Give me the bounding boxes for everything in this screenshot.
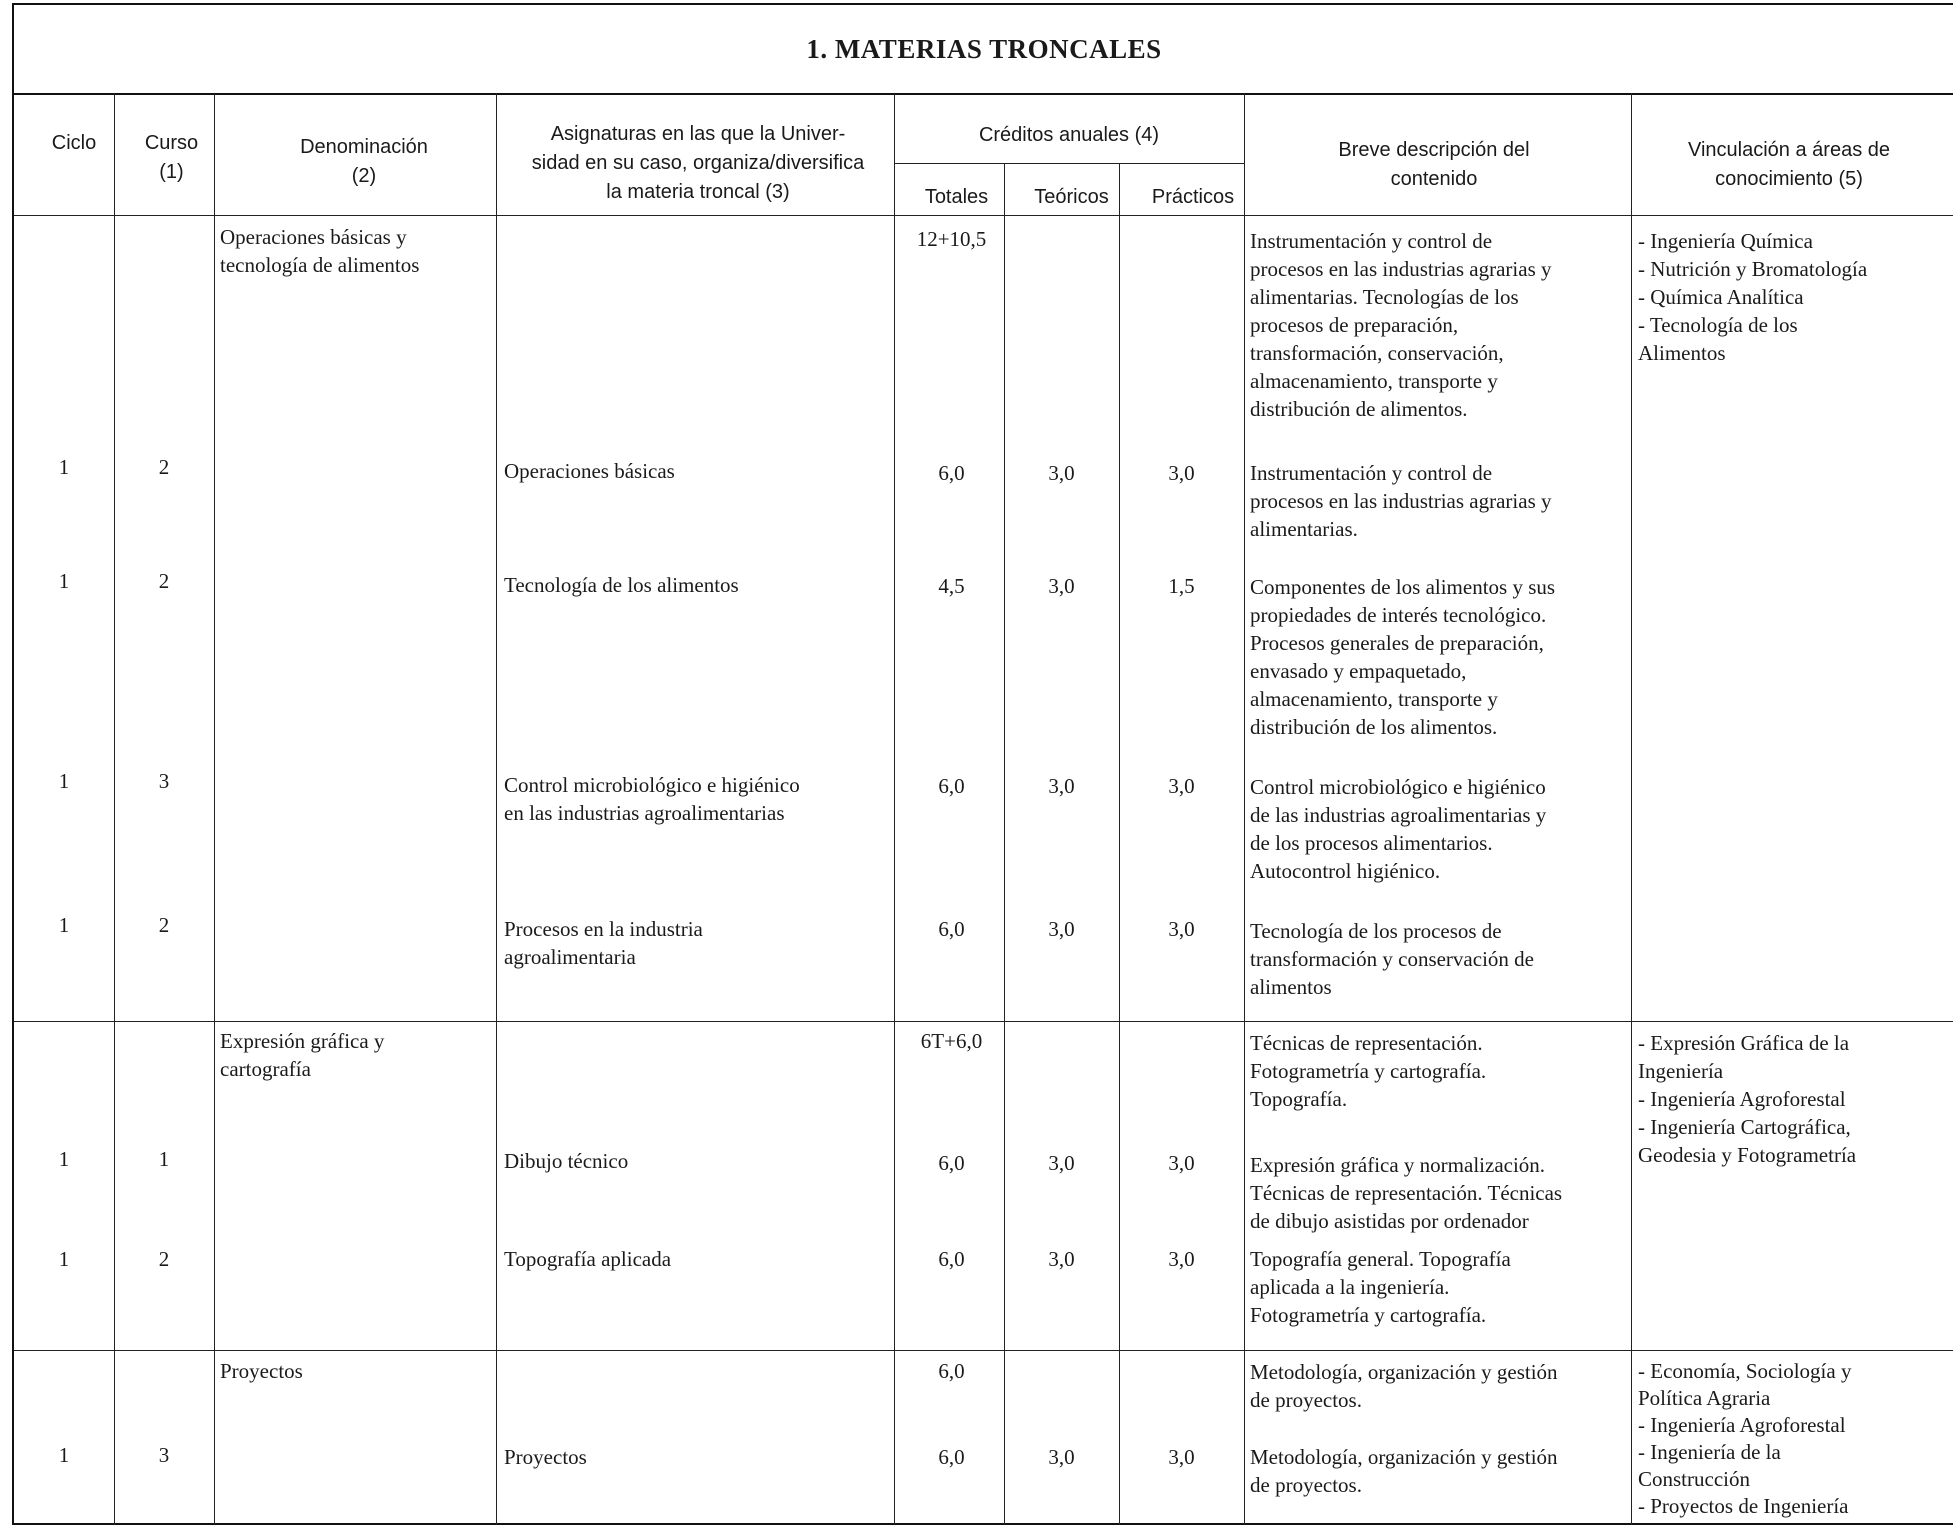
row-teoricos: 3,0 xyxy=(1048,917,1075,941)
row-descripcion: Componentes de los alimentos y sus propiedades de interés tecnológico. Procesos generales de preparación, envasado y empaquetado, almacenamiento, transporte y distribución de los alimentos. xyxy=(1250,575,1556,739)
row-asignatura: Control microbiológico e higiénico en las industrias agroalimentarias xyxy=(504,773,800,825)
group-divider-2 xyxy=(14,1350,1953,1351)
col-line-3 xyxy=(496,93,497,1525)
row-totales: 6,0 xyxy=(938,774,965,798)
row-curso: 3 xyxy=(158,769,170,793)
row-practicos: 3,0 xyxy=(1168,917,1195,941)
group-1-vinculacion: - Ingeniería Química - Nutrición y Bromatología - Química Analítica - Tecnología de los Alimentos xyxy=(1638,229,1868,365)
row-teoricos: 3,0 xyxy=(1048,774,1075,798)
group-1-descripcion: Instrumentación y control de procesos en las industrias agrarias y alimentarias. Tecnologías de los procesos de preparación, transformación, conservación, almacenamiento, transporte y distribución de alimentos. xyxy=(1250,229,1552,421)
row-ciclo: 1 xyxy=(58,1443,70,1467)
row-ciclo: 1 xyxy=(58,1247,70,1271)
group-2-denominacion: Expresión gráfica y cartografía xyxy=(220,1029,385,1081)
row-descripcion: Metodología, organización y gestión de proyectos. xyxy=(1250,1445,1558,1497)
row-asignatura: Procesos en la industria agroalimentaria xyxy=(504,917,703,969)
col-line-1 xyxy=(114,93,115,1525)
row-teoricos: 3,0 xyxy=(1048,461,1075,485)
row-practicos: 3,0 xyxy=(1168,774,1195,798)
group-divider-1 xyxy=(14,1021,1953,1022)
group-3-denominacion: Proyectos xyxy=(220,1359,303,1383)
row-totales: 6,0 xyxy=(938,1445,965,1469)
row-descripcion: Control microbiológico e higiénico de las industrias agroalimentarias y de los procesos alimentarios. Autocontrol higiénico. xyxy=(1250,775,1547,883)
row-curso: 3 xyxy=(158,1443,170,1467)
col-line-6 xyxy=(1119,163,1120,1525)
row-teoricos: 3,0 xyxy=(1048,1151,1075,1175)
header-bottom-line xyxy=(14,215,1953,216)
row-teoricos: 3,0 xyxy=(1048,1445,1075,1469)
row-practicos: 3,0 xyxy=(1168,1445,1195,1469)
header-practicos: Prácticos xyxy=(1151,186,1235,208)
row-teoricos: 3,0 xyxy=(1048,574,1075,598)
header-denominacion: Denominación (2) xyxy=(300,136,428,187)
row-totales: 6,0 xyxy=(938,1247,965,1271)
col-line-8 xyxy=(1631,93,1632,1525)
row-asignatura: Topografía aplicada xyxy=(504,1247,672,1271)
row-practicos: 1,5 xyxy=(1168,574,1195,598)
row-totales: 6,0 xyxy=(938,917,965,941)
group-2-vinculacion: - Expresión Gráfica de la Ingeniería - Ingeniería Agroforestal - Ingeniería Cartográfica, Geodesia y Fotogrametría xyxy=(1638,1031,1857,1167)
document-table xyxy=(12,3,1953,1525)
group-1-totales: 12+10,5 xyxy=(916,227,987,251)
row-curso: 2 xyxy=(158,569,170,593)
row-teoricos: 3,0 xyxy=(1048,1247,1075,1271)
row-asignatura: Dibujo técnico xyxy=(504,1149,629,1173)
header-creditos: Créditos anuales (4) xyxy=(978,124,1160,146)
row-ciclo: 1 xyxy=(58,455,70,479)
table-title: 1. MATERIAS TRONCALES xyxy=(14,5,1953,95)
row-practicos: 3,0 xyxy=(1168,461,1195,485)
row-curso: 2 xyxy=(158,913,170,937)
row-curso: 2 xyxy=(158,455,170,479)
header-totales: Totales xyxy=(924,186,989,208)
row-descripcion: Tecnología de los procesos de transformación y conservación de alimentos xyxy=(1250,919,1534,999)
group-2-totales: 6T+6,0 xyxy=(920,1029,983,1053)
header-teoricos: Teóricos xyxy=(1034,186,1109,208)
row-descripcion: Topografía general. Topografía aplicada a la ingeniería. Fotogrametría y cartografía. xyxy=(1250,1247,1511,1327)
group-3-vinculacion: - Economía, Sociología y Política Agraria - Ingeniería Agroforestal - Ingeniería de la Construcción - Proyectos de Ingeniería xyxy=(1638,1359,1852,1518)
header-descripcion: Breve descripción del contenido xyxy=(1338,139,1530,190)
row-descripcion: Instrumentación y control de procesos en las industrias agrarias y alimentarias. xyxy=(1250,461,1552,541)
group-3-totales: 6,0 xyxy=(938,1359,965,1383)
header-ciclo: Ciclo xyxy=(51,132,97,154)
row-practicos: 3,0 xyxy=(1168,1247,1195,1271)
row-ciclo: 1 xyxy=(58,1147,70,1171)
col-line-4 xyxy=(894,93,895,1525)
row-asignatura: Tecnología de los alimentos xyxy=(504,573,739,597)
col-line-7 xyxy=(1244,93,1245,1525)
row-curso: 2 xyxy=(158,1247,170,1271)
row-curso: 1 xyxy=(158,1147,170,1171)
col-line-2 xyxy=(214,93,215,1525)
creditos-sub-line xyxy=(894,163,1244,164)
group-3-descripcion: Metodología, organización y gestión de proyectos. xyxy=(1250,1360,1558,1412)
row-descripcion: Expresión gráfica y normalización. Técnicas de representación. Técnicas de dibujo asistidas por ordenador xyxy=(1250,1153,1563,1233)
header-asignaturas: Asignaturas en las que la Univer- sidad en su caso, organiza/diversifica la materia troncal (3) xyxy=(531,123,865,203)
row-asignatura: Proyectos xyxy=(504,1445,587,1469)
row-practicos: 3,0 xyxy=(1168,1151,1195,1175)
header-curso: Curso (1) xyxy=(144,132,199,183)
row-totales: 4,5 xyxy=(938,574,965,598)
row-ciclo: 1 xyxy=(58,769,70,793)
group-2-descripcion: Técnicas de representación. Fotogrametría y cartografía. Topografía. xyxy=(1250,1031,1487,1111)
row-totales: 6,0 xyxy=(938,1151,965,1175)
row-asignatura: Operaciones básicas xyxy=(504,459,675,483)
header-vinculacion: Vinculación a áreas de conocimiento (5) xyxy=(1688,139,1890,190)
row-totales: 6,0 xyxy=(938,461,965,485)
col-line-5 xyxy=(1004,163,1005,1525)
row-ciclo: 1 xyxy=(58,569,70,593)
group-1-denominacion: Operaciones básicas y tecnología de alimentos xyxy=(220,225,420,277)
row-ciclo: 1 xyxy=(58,913,70,937)
